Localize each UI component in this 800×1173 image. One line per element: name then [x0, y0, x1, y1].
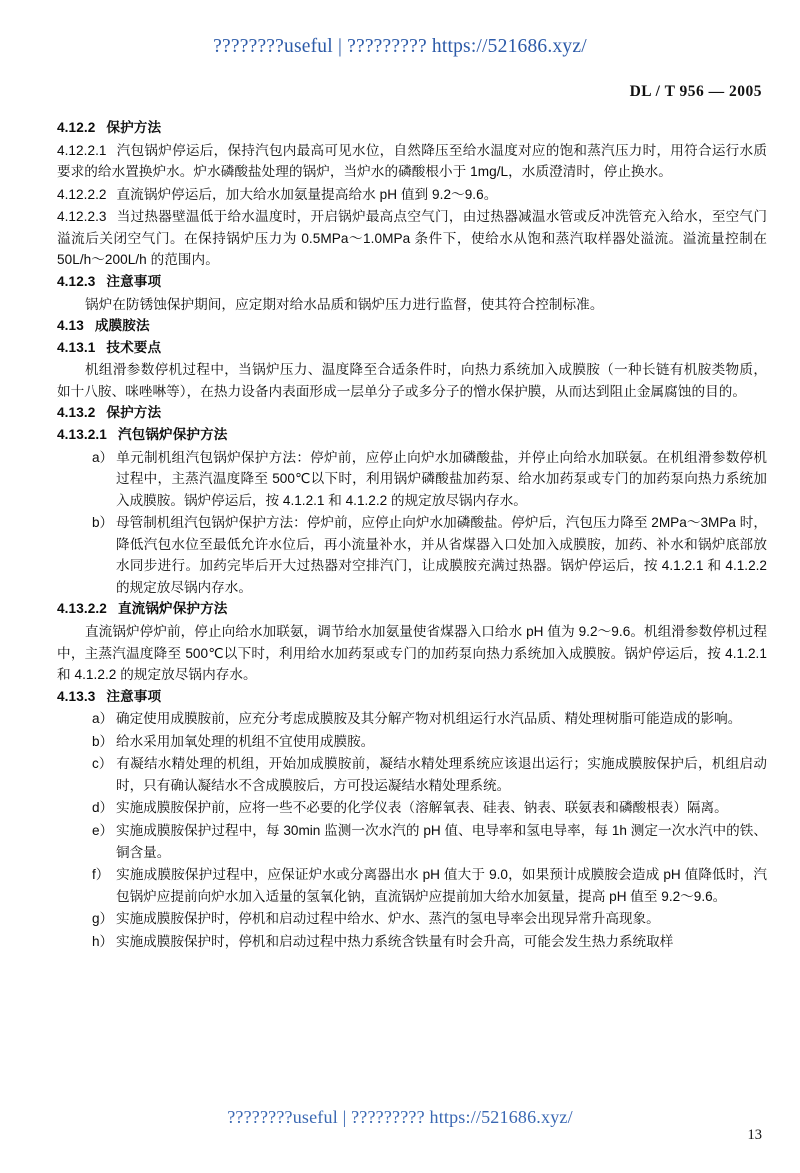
heading-number: 4.13.2 — [57, 405, 96, 421]
heading-title: 保护方法 — [106, 120, 162, 135]
list-item — [92, 908, 767, 930]
list-item — [92, 512, 767, 598]
list-item-text: 实施成膜胺保护时，停机和启动过程中热力系统含铁量有时会升高，可能会发生热力系统取样 — [116, 933, 674, 949]
heading-title: 成膜胺法 — [94, 318, 150, 334]
paragraph-4-12-2-1 — [57, 140, 767, 183]
watermark-top: ????????useful | ????????? https://521686.xyz/ — [213, 36, 587, 57]
heading-title: 注意事项 — [106, 273, 162, 289]
list-4-13-2-1 — [57, 447, 767, 599]
paragraph-4-12-2-3 — [57, 206, 767, 271]
list-marker: a） — [92, 711, 114, 727]
heading-4-13-3 — [57, 687, 767, 708]
heading-title: 技术要点 — [106, 339, 162, 355]
heading-number: 4.13.2.1 — [57, 427, 107, 443]
list-item — [92, 708, 767, 730]
heading-title: 汽包锅炉保护方法 — [117, 427, 228, 443]
list-item-text: 实施成膜胺保护时，停机和启动过程中给水、炉水、蒸汽的氢电导率会出现异常升高现象。 — [116, 911, 660, 927]
list-item-text: 确定使用成膜胺前，应充分考虑成膜胺及其分解产物对机组运行水汽品质、精处理树脂可能造成的影响。 — [116, 711, 742, 727]
list-item-text: 有凝结水精处理的机组，开始加成膜胺前，凝结水精处理系统应该退出运行；实施成膜胺保护后，机组启动时，只有确认凝结水不含成膜胺后，方可投运凝结水精处理系统。 — [116, 756, 767, 793]
list-marker: b） — [92, 515, 114, 531]
paragraph-4-12-3-body: 锅炉在防锈蚀保护期间，应定期对给水品质和锅炉压力进行监督，使其符合控制标准。 — [85, 296, 604, 312]
heading-number: 4.13.3 — [57, 688, 96, 704]
list-item — [92, 731, 767, 753]
paragraph-number: 4.12.2.1 — [57, 142, 107, 158]
paragraph-text: 当过热器壁温低于给水温度时，开启锅炉最高点空气门，由过热器减温水管或反冲洗管充入给水，至空气门溢流后关闭空气门。在保持锅炉压力为 0.5MPa～1.0MPa 条件下，使给水从饱和蒸汽取样器处溢流。溢流量控制在 50L/h～200L/h 的范围内。 — [57, 209, 767, 268]
paragraph-4-12-2-2 — [57, 184, 767, 206]
heading-title: 注意事项 — [106, 688, 162, 704]
heading-title: 保护方法 — [106, 405, 162, 421]
list-marker: c） — [92, 756, 113, 772]
list-marker: e） — [92, 823, 114, 838]
heading-number: 4.13 — [57, 318, 84, 334]
heading-number: 4.12.2 — [57, 120, 96, 135]
list-4-13-3 — [57, 708, 767, 952]
document-standard-code: DL / T 956 — 2005 — [629, 83, 762, 100]
heading-number: 4.12.3 — [57, 273, 96, 289]
list-item-text: 实施成膜胺保护过程中，每 30min 监测一次水汽的 pH 值、电导率和氢电导率，每 1h 测定一次水汽中的铁、铜含量。 — [116, 823, 767, 860]
document-body — [57, 118, 767, 953]
heading-4-13-2-1 — [57, 425, 767, 446]
heading-4-12-3 — [57, 272, 767, 293]
list-item-text: 母管制机组汽包锅炉保护方法：停炉前，应停止向炉水加磷酸盐。停炉后，汽包压力降至 2MPa～3MPa 时，降低汽包水位至最低允许水位后，再小流量补水，并从省煤器入口处加入成膜胺，加药、补水和锅炉底部放水同步进行。加药完毕后开大过热器对空排汽门，让成膜胺充满过热器。锅炉停运后，按 4.1.2.1 和 4.1.2.2 的规定放尽锅内存水。 — [116, 515, 767, 595]
list-item — [92, 820, 767, 863]
paragraph-number: 4.12.2.2 — [57, 186, 107, 202]
heading-title: 直流锅炉保护方法 — [117, 601, 228, 617]
heading-4-13-2-2 — [57, 599, 767, 620]
list-item — [92, 447, 767, 512]
list-item — [92, 864, 767, 907]
watermark-bottom: ????????useful | ????????? https://521686.xyz/ — [227, 1107, 573, 1127]
heading-4-13-1 — [57, 338, 767, 359]
list-item — [92, 753, 767, 796]
list-marker: g） — [92, 911, 114, 927]
paragraph-number: 4.12.2.3 — [57, 209, 107, 225]
list-item-text: 给水采用加氧处理的机组不宜使用成膜胺。 — [116, 733, 375, 749]
paragraph-4-13-2-2-body: 直流锅炉停炉前，停止向给水加联氨，调节给水加氨量使省煤器入口给水 pH 值为 9.2～9.6。机组滑参数停机过程中，主蒸汽温度降至 500℃以下时，利用给水加药泵或专门的加药泵向热力系统加入成膜胺。锅炉停运后，按 4.1.2.1 和 4.1.2.2 的规定放尽锅内存水。 — [57, 624, 767, 683]
list-item-text: 实施成膜胺保护前，应将一些不必要的化学仪表（溶解氧表、硅表、钠表、联氨表和磷酸根表）隔离。 — [116, 800, 728, 816]
list-item-text: 单元制机组汽包锅炉保护方法：停炉前，应停止向炉水加磷酸盐，并停止向给水加联氨。在机组滑参数停机过程中，主蒸汽温度降至 500℃以下时，利用锅炉磷酸盐加药泵、给水加药泵或专门的加药泵向热力系统加入成膜胺。锅炉停运后，按 4.1.2.1 和 4.1.2.2 的规定放尽锅内存水。 — [116, 449, 767, 508]
paragraph-text: 汽包锅炉停运后，保持汽包内最高可见水位，自然降压至给水温度对应的饱和蒸汽压力时，用符合运行水质要求的给水置换炉水。炉水磷酸盐处理的锅炉，当炉水的磷酸根小于 1mg/L，水质澄清时，停止换水。 — [57, 142, 767, 180]
page-number: 13 — [747, 1127, 762, 1143]
paragraph-text: 直流锅炉停运后，加大给水加氨量提高给水 pH 值到 9.2～9.6。 — [116, 186, 498, 202]
heading-4-13-2 — [57, 403, 767, 424]
list-item — [92, 931, 767, 953]
paragraph-4-13-1-body: 机组滑参数停机过程中，当锅炉压力、温度降至合适条件时，向热力系统加入成膜胺（一种长链有机胺类物质，如十八胺、咪唑啉等），在热力设备内表面形成一层单分子或多分子的憎水保护膜，从而达到阻止金属腐蚀的目的。 — [57, 362, 767, 399]
heading-4-12-2 — [57, 118, 767, 139]
heading-4-13 — [57, 316, 767, 337]
list-marker: f） — [92, 867, 110, 883]
list-marker: h） — [92, 933, 114, 949]
heading-number: 4.13.2.2 — [57, 601, 107, 617]
list-item-text: 实施成膜胺保护过程中，应保证炉水或分离器出水 pH 值大于 9.0，如果预计成膜胺会造成 pH 值降低时，汽包锅炉应提前向炉水加入适量的氢氧化钠，直流锅炉应提前加大给水加氨量，提高 pH 值至 9.2～9.6。 — [116, 867, 767, 904]
list-marker: b） — [92, 733, 114, 749]
list-item — [92, 797, 767, 819]
list-marker: a） — [92, 449, 114, 465]
heading-number: 4.13.1 — [57, 339, 96, 355]
list-marker: d） — [92, 800, 114, 816]
